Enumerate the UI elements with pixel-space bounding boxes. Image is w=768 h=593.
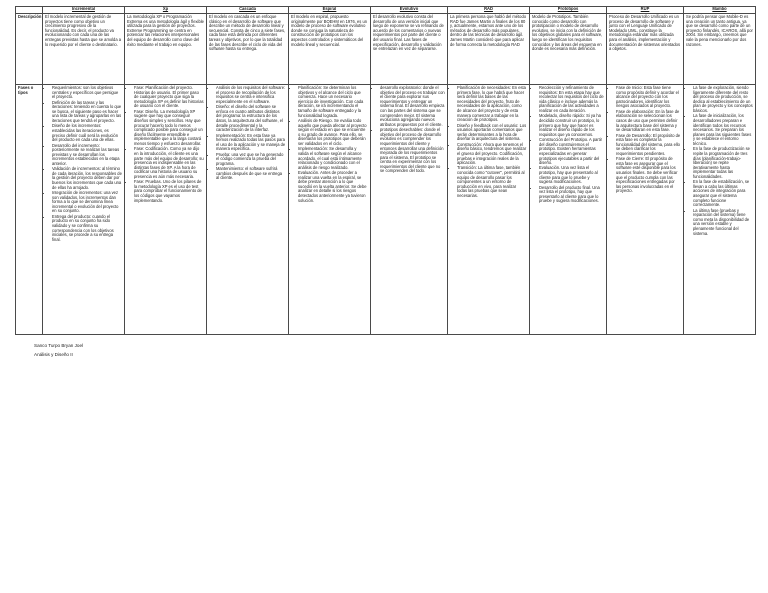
phases-list: [532, 86, 604, 204]
phase-item: • Fase de Cierre: El propósito de esta fase es asegurar que el software esté disponible para los usuarios finales. Se debe verificar que el producto cumpla con las especificaciones entregadas por las personas involucradas en el proyecto.: [616, 157, 681, 194]
description-cell: El modelo en espiral, propuesto originalmente por BOEHM en 1976, es un modelo de proceso de software evolutivo donde se conjuga la naturaleza de construcción de prototipos con los aspectos controlados y sistemáticos del modelo lineal y secuencial.: [289, 14, 371, 85]
column-header: Cascada: [207, 7, 289, 14]
phase-item: • Requerimientos: son los objetivos centrales y específicos que persigue el proyecto.: [52, 86, 122, 100]
description-cell: La primera persona que habló del método RAD fue James Martin a finales de los 80 y, actualmente, estamos ante uno de los métodos de desarrollo más populares, dentro de las técnicas de desarrollo ágil. James Martin consideró que para aplicar de forma correcta la metodología RAD: [448, 14, 530, 85]
phase-item: • Desarrollo del producto final. Una vez lista el prototipo, hay que presentarlo al cliente para que lo pruebe y sugiera modificaciones.: [539, 186, 604, 204]
phase-item: • Fase: Codificación. Como ya se dijo en la introducción, el cliente es una parte más del equipo de desarrollo; su presencia es indispensable en las distintas fases de XP. A la hora de codificar una historia de usuario su presencia es aún más necesaria.: [134, 147, 204, 179]
phase-item: • La fase de inicialización, los desarrolladores preparan e identifican todos los recursos necesarios. Se preparan los planes para las siguientes fases y se establece el entorno técnico.: [693, 114, 753, 146]
phase-item: • Prueba: una vez que se ha generado el código comienza la prueba del programa.: [216, 153, 286, 167]
phase-item: • Evaluación. Una vez lista el prototipo, hay que presentarlo al cliente para que lo pruebe y sugiera modificaciones.: [539, 166, 604, 184]
phase-item: • Planificación: Se determinan los objetivos y el alcance del ciclo que comienza. Hace un necesario ejercicio de investigación. Con cada iteración, se irá incrementando el tamaño de software entregado y la funcionalidad lograda.: [298, 86, 368, 118]
phase-item: • Construcción: Ahora que tenemos el diseño básico, tendremos que realizar el grueso del proyecto. Codificación, pruebas e integración reales de la aplicación.: [457, 143, 527, 166]
phase-item: • En la fase de productización se repite la programación de tres días (planificación-trabajo-liberación) se repite iterativamente hasta implementar todas las funcionalidades.: [693, 147, 753, 179]
phases-cell: [43, 85, 125, 335]
phase-item: • La última fase (pruebas y reparación del sistema) tiene como meta la disponibilidad de una versión estable y plenamente funcional del sistema.: [693, 209, 753, 237]
phase-item: • Fase de Inicio: Esta fase tiene como propósito definir y acordar el alcance del proyecto con los patrocinadores, identificar los riesgos asociados al proyecto.: [616, 86, 681, 109]
column-header: [16, 7, 43, 14]
phase-item: • Fase de elaboración: En la fase de elaboración se seleccionan los casos de uso que permiten definir la arquitectura base del sistema y se desarrollaran en esta fase.: [616, 110, 681, 133]
column-header: Prototipos: [530, 7, 607, 14]
phase-item: • En la fase de estabilización, se llevan a cabo las últimas acciones de integración para asegurar que el sistema completo funcione correctamente.: [693, 180, 753, 208]
phases-cell: [448, 85, 530, 335]
phase-item: • Análisis de los requisitos del software: el proceso de recopilación de los requisitos se centra e intensifica especialmente en el software.: [216, 86, 286, 104]
phase-item: • Definición de las tareas y las iteraciones: teniendo en cuenta lo que se busca, el siguiente paso es hacer una lista de tareas y agruparlas en las iteraciones que tendrá el proyecto.: [52, 101, 122, 124]
description-cell: El modelo en cascada es un enfoque clásico en el desarrollo de software que describe un método de desarrollo lineal y secuencial. Consta de cinco a siete fases, cada fase está definida por diferentes tareas y objetivos, por lo que la totalidad de las fases describe el ciclo de vida del software hasta su entrega.: [207, 14, 289, 85]
phase-item: • Mantenimiento: el software sufrirá cambios después de que se entrega al cliente.: [216, 167, 286, 181]
author-name: Sanco Turpo Bryan Joel: [34, 343, 84, 348]
phase-item: • Modelado, diseño rápido: Si ya ha decidido construir un prototipo, lo primero que hay que hacer es realizar el diseño rápido de los requisitos que ya conocemos.: [539, 114, 604, 137]
phase-item: • Fase: Diseño. La metodología XP sugiere que hay que conseguir diseños simples y sencillos. Hay que procurar hacerlo todo lo menos complicado posible para conseguir un diseño fácilmente entendible e implementable que a la larga costará menos tiempo y esfuerzo desarrollar.: [134, 110, 204, 147]
phase-item: • Análisis de Riesgo. Se evalúa todo aquello que pueda afectar al proyecto según el estado en que se encuentre o su grado de avance. Para ello, se diseñarán los prototipos que deberán ser validados en el ciclo.: [298, 119, 368, 147]
header-row: [16, 7, 756, 14]
phase-item: • Fase: Planificación del proyecto. Historias de usuario. El primer paso de cualquier proyecto que siga la metodología XP es definir las historias de usuario con el cliente.: [134, 86, 204, 109]
column-header: Mambo: [684, 7, 756, 14]
phase-item: • Diseño y feedback con el usuario: Los usuarios aportarán comentarios que serán determinantes a la hora de diseñar la arquitectura del sistema.: [457, 124, 527, 142]
phases-cell: [607, 85, 684, 335]
phases-list: [45, 86, 122, 242]
phases-list: [609, 86, 681, 194]
phase-item: • Desarrollo del incremento: posteriormente se realizan las tareas previstas y se desarrollan los incrementos establecidos en la etapa anterior.: [52, 144, 122, 167]
column-header: RAD: [448, 7, 530, 14]
phases-list: [127, 86, 204, 203]
phases-cell: [207, 85, 289, 335]
phases-cell: [289, 85, 371, 335]
column-header: Evolutivo: [371, 7, 448, 14]
column-header: Xp: [125, 7, 207, 14]
description-cell: Se podría pensar que Mobile-D es una creación un tanto antigua, ya que se desarrolló como parte de un proyecto finlandés, ICAROS, allá por 2004. Sin embargo, creemos que vale la pena mencionarlo por dos razones.: [684, 14, 756, 85]
phase-item: • prototipos desechables: donde el objetivo del proceso de desarrollo evolutivo es comprender los requerimientos del cliente y entonces desarrollar una definición mejorada de los requerimientos para el sistema. El prototipo se centra en experimentar con los requerimientos del cliente que no se comprenden del todo.: [380, 128, 445, 174]
description-row: [16, 14, 756, 85]
phase-item: • Integración de incrementos: una vez son validados, los incrementos dan forma a lo que se denomina línea incremental o evolución del proyecto en su conjunto.: [52, 191, 122, 214]
course-name: Análisis y Diseño II: [34, 352, 73, 357]
phases-cell: [371, 85, 448, 335]
description-cell: El modelo incremental de gestión de proyectos tiene como objetivo un crecimiento progresivo de la funcionalidad. Es decir, el producto va evolucionando con cada una de las entregas previstas hasta que se amolda a lo requerido por el cliente o destinatario.: [43, 14, 125, 85]
phase-item: • Fase de Desarrollo: El propósito de esta fase es completar la funcionalidad del sistema, para ello se deben clarificar los requerimientos pendientes.: [616, 134, 681, 157]
row-label-description: Descripción: [16, 14, 43, 85]
row-label-phases: Fases o tipos: [16, 85, 43, 335]
phases-cell: [530, 85, 607, 335]
phase-item: • La fase de exploración, siendo ligeramente diferente del resto del proceso de producción, se dedica al establecimiento de un plan de proyecto y los conceptos básicos.: [693, 86, 753, 114]
phase-item: • Recolección y refinamiento de requisitos: En esta etapa hay que recolectar los requisitos del ciclo de vida clásico e incluye además la planificación de las actividades a realizar en cada iteración.: [539, 86, 604, 114]
phases-row: [16, 85, 756, 335]
phases-list: [209, 86, 286, 181]
phase-item: • Evaluación. Antes de proceder a realizar una vuelta en la espiral, se debe prestar atención a lo que sucedió en la vuelta anterior. Se debe analizar en detalle si los riesgos detectados anteriormente ya tuvieron solución.: [298, 171, 368, 203]
methodologies-table: [15, 6, 756, 335]
phases-cell: [684, 85, 756, 335]
phase-item: • Planificación de necesidades: En esta primera fase, lo que habrá que hacer será definir las bases de las necesidades del proyecto, fruto de necesidades de la aplicación, como de alcance del proyecto y de esta manera comenzar a trabajar en la creación de prototipos.: [457, 86, 527, 123]
phase-item: • Validación de incrementos: al término de cada iteración, los responsables de la gestión del proyecto deben dar por buenos los incrementos que cada una de ellas ha arrojado.: [52, 167, 122, 190]
phases-cell: [125, 85, 207, 335]
phase-item: • Implementación: Se desarrolla y valida el software según el alcance acordado, el cual está íntimamente relacionado y condicionado con el análisis de riesgo realizado.: [298, 147, 368, 170]
description-cell: Proceso de Desarrollo Unificado es un proceso de desarrollo de software y junto con el Lenguaje Unificado de Modelado UML, constituye la metodología estándar más utilizada para el análisis, implementación y documentación de sistemas orientados a objetos.: [607, 14, 684, 85]
phase-item: • Construcción del Prototipo. A partir del diseño construiremos el prototipo. Existen herramientas especializadas en generar prototipos ejecutables a partir del diseño.: [539, 138, 604, 166]
phases-list: [686, 86, 753, 236]
column-header: Espiral: [289, 7, 371, 14]
phase-item: • Diseño de los incrementos: establecidas las iteraciones, es preciso definir cuál será la evolución del producto en cada una de ellas.: [52, 124, 122, 142]
phases-list: [373, 86, 445, 174]
phases-list: [450, 86, 527, 199]
phase-item: • Implementación: En esta fase ya hemos realizado todas las pasos para el uso de la aplicación y se maneja de manera específica.: [216, 134, 286, 152]
description-cell: El desarrollo evolutivo consta del desarrollo de una versión inicial que luego de exponerse se va refinando de acuerdo de los comentarios o nuevas requerimientos por parte del cliente o del usuario final. Las fases de especificación, desarrollo y validación se entrelazan en vez de separarse.: [371, 14, 448, 85]
column-header: Incremental: [43, 7, 125, 14]
phase-item: • Fase: Pruebas. Uno de los pilares de la metodología XP es el uso de test para comprobar el funcionamiento de los códigos que vayamos implementando.: [134, 180, 204, 203]
phase-item: • Diseño: el diseño del software se enfoca en cuatro atributos distintos del programa: la estructura de los datos, la arquitectura del software, el detalle procedimental y la caracterización de la interfaz.: [216, 105, 286, 133]
phases-list: [291, 86, 368, 203]
description-cell: La metodología XP o Programación Extrema es una metodología ágil y flexible utilizada para la gestión de proyectos. Extreme Programming se centra en potenciar las relaciones interpersonales del equipo de desarrollo como clave del éxito mediante el trabajo en equipo.: [125, 14, 207, 85]
description-cell: Modelo de Prototipos. También conocido como desarrollo con prototipación o modelo de desarrollo evolutivo, se inicia con la definición de los objetivos globales para el software, luego se identifican los requisitos conocidos y las áreas del esquema en donde es necesaria más definición.: [530, 14, 607, 85]
phase-item: • desarrollo exploratorio: donde el objetivo del proceso es trabajar con el cliente para explorar sus requerimientos y entregar un sistema final. El desarrollo empieza con las partes del sistema que se comprenden mejor. El sistema evoluciona agregando nuevos atributos propuestos por el cliente.: [380, 86, 445, 127]
phase-item: • Transición: La última fase, también conocida como "cutover", permitirá al equipo de desarrollo pasar los componentes a un entorno de producción en vivo, para realizar todas las pruebas que sean necesarias.: [457, 166, 527, 198]
phase-item: • Entrega del producto: cuando el producto en su conjunto ha sido validado y se confirma su correspondencia con los objetivos iniciales, se procede a su entrega final.: [52, 215, 122, 243]
column-header: RUP: [607, 7, 684, 14]
